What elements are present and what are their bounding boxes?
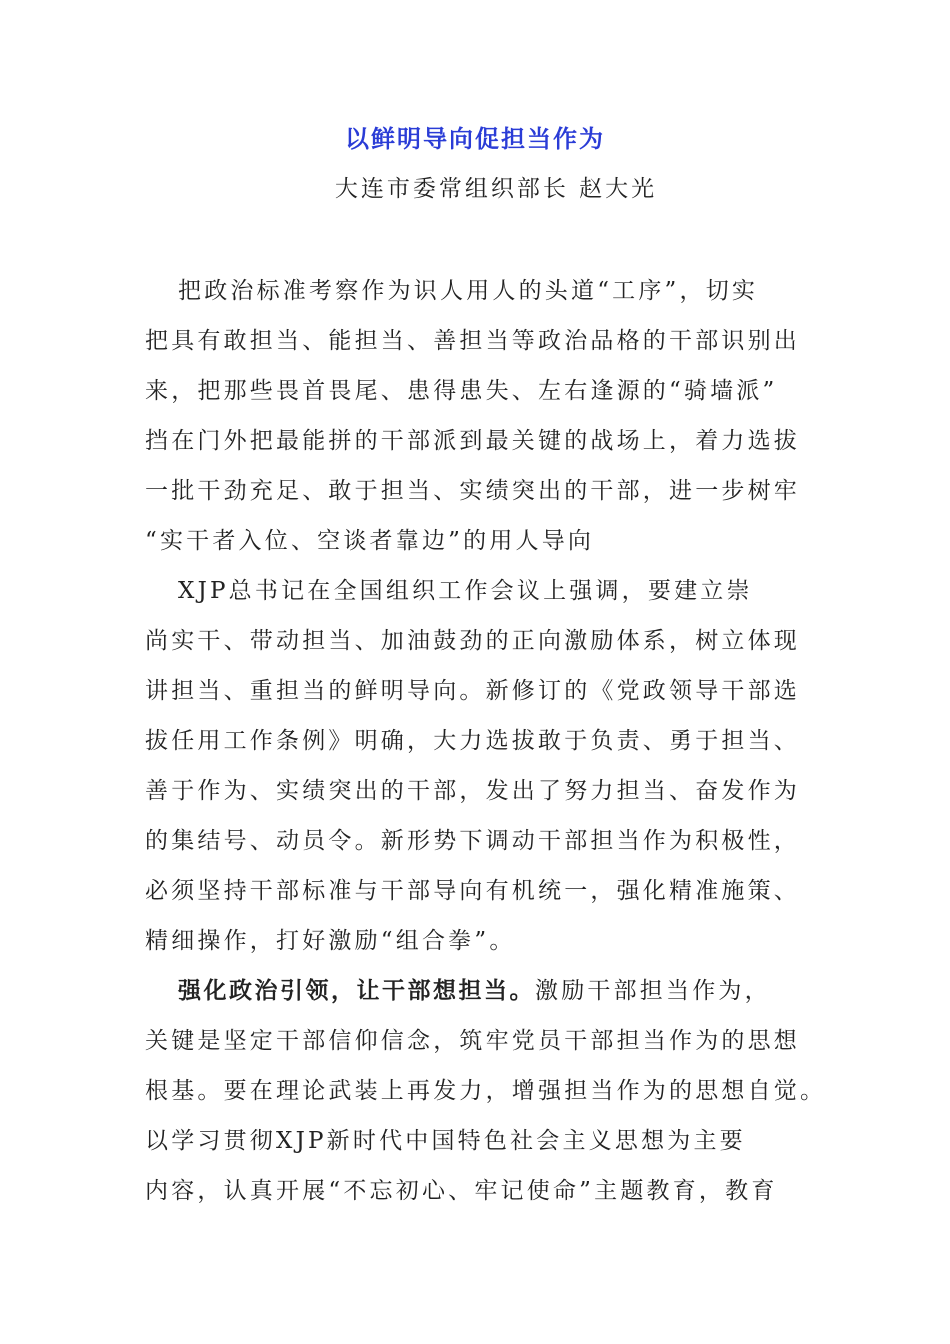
article-title: 以鲜明导向促担当作为: [345, 125, 605, 153]
paragraph-line: 根基。要在理论武装上再发力，增强担当作为的思想自觉。: [145, 1078, 827, 1104]
paragraph-line: 关键是坚定干部信仰信念，筑牢党员干部担当作为的思想: [145, 1028, 800, 1054]
paragraph-line: 把具有敢担当、能担当、善担当等政治品格的干部识别出: [145, 328, 800, 354]
paragraph-line: 内容，认真开展“不忘初心、牢记使命”主题教育，教育: [145, 1178, 778, 1204]
paragraph-line: 尚实干、带动担当、加油鼓劲的正向激励体系，树立体现: [145, 628, 800, 654]
paragraph-line: [178, 974, 858, 1008]
section-heading: 强化政治引领，让干部想担当。: [178, 978, 535, 1004]
paragraph-line: 的集结号、动员令。新形势下调动干部担当作为积极性，: [145, 828, 800, 854]
paragraph-line: 必须坚持干部标准与干部导向有机统一，强化精准施策、: [145, 878, 800, 904]
paragraph-line: 以学习贯彻XJP新时代中国特色社会主义思想为主要: [145, 1128, 746, 1154]
paragraph-line: “实干者入位、空谈者靠边”的用人导向: [145, 528, 595, 554]
paragraph-line: XJP总书记在全国组织工作会议上强调，要建立崇: [178, 578, 753, 604]
paragraph-line: 来，把那些畏首畏尾、患得患失、左右逢源的“骑墙派”: [145, 378, 778, 404]
paragraph-line: 一批干劲充足、敢于担当、实绩突出的干部，进一步树牢: [145, 478, 800, 504]
paragraph-text: 激励干部担当作为，: [535, 978, 771, 1004]
paragraph-line: 精细操作，打好激励“组合拳”。: [145, 928, 516, 954]
paragraph-line: 善于作为、实绩突出的干部，发出了努力担当、奋发作为: [145, 778, 800, 804]
author-byline: 大连市委常组织部长 赵大光: [334, 176, 658, 202]
paragraph-line: 把政治标准考察作为识人用人的头道“工序”，切实: [178, 278, 759, 304]
paragraph-line: 讲担当、重担当的鲜明导向。新修订的《党政领导干部选: [145, 678, 800, 704]
paragraph-line: 拔任用工作条例》明确，大力选拔敢于负责、勇于担当、: [145, 728, 800, 754]
paragraph-line: 挡在门外把最能拼的干部派到最关键的战场上，着力选拔: [145, 428, 800, 454]
